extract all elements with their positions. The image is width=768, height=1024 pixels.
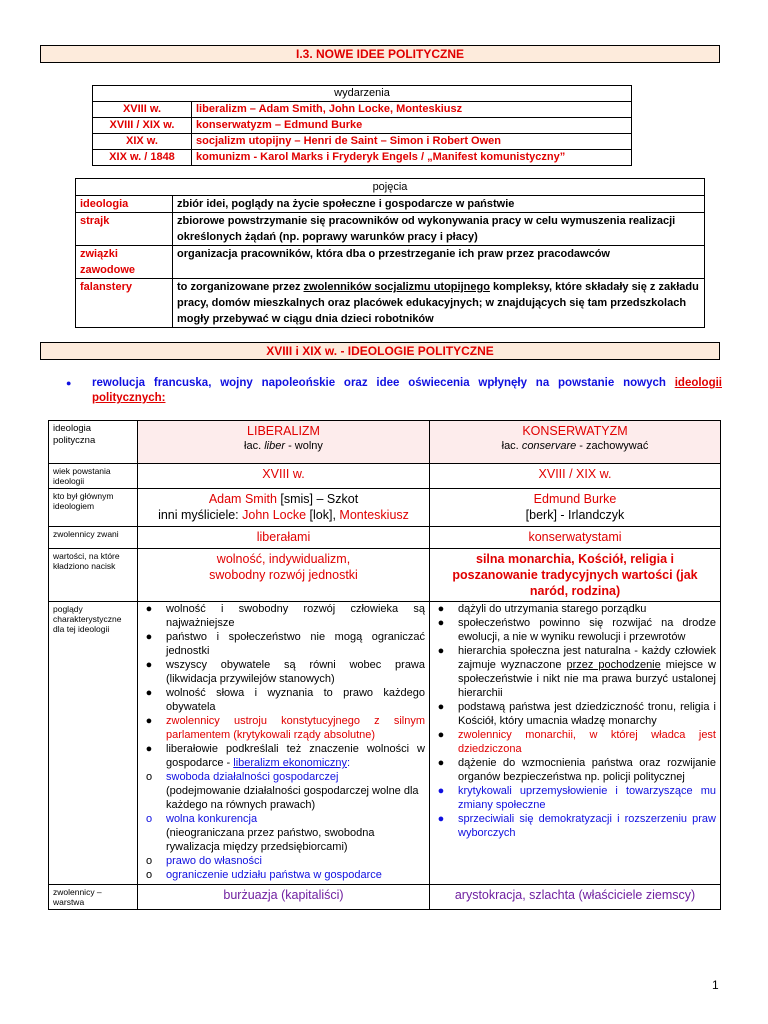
concepts-table	[75, 178, 705, 328]
event-text: liberalizm – Adam Smith, John Locke, Monteskiusz	[192, 102, 632, 118]
table-row	[49, 549, 721, 602]
events-table	[92, 85, 632, 166]
concept-term: strajk	[76, 213, 173, 246]
concepts-header: pojęcia	[76, 179, 705, 196]
definition-underlined: zwolenników socjalizmu utopijnego	[303, 281, 490, 293]
table-row	[93, 150, 632, 166]
event-date: XIX w.	[93, 134, 192, 150]
liberalism-views: ● wolność i swobodny rozwój człowieka są najważniejsze ● państwo i społeczeństwo nie mogą ograniczać jednostki ● wszyscy obywatele są równi wobec prawa (likwidacja przywilejów stanowych) ● wolność słowa i wyznania to prawo każdego obywatela ● zwolennicy ustroju konstytucyjnego z silnym parlamentem (krytykowali rządy absolutne) ● liberałowie podkreślali też znaczenie wolności w gospodarce - liberalizm ekonomiczny: o swoboda działalności gospodarczej (podejmowanie działalności gospodarczej wolne dla każdego na równych prawach) o wolna konkurencja (nieograniczana przez państwo, swobodna rywalizacja między przedsiębiorcami) o prawo do własności o ograniczenie udziału państwa w gospodarce	[138, 602, 430, 885]
events-header: wydarzenia	[93, 86, 632, 102]
liberalism-origin: XVIII w.	[138, 464, 430, 489]
table-row	[49, 421, 721, 464]
event-date: XIX w. / 1848	[93, 150, 192, 166]
table-row	[76, 196, 705, 213]
conservatism-values: silna monarchia, Kościół, religia i poszanowanie tradycyjnych wartości (jak naród, rodzina)	[430, 549, 721, 602]
liberalism-followers: liberałami	[138, 527, 430, 549]
event-text: socjalizm utopijny – Henri de Saint – Simon i Robert Owen	[192, 134, 632, 150]
intro-text: rewolucja francuska, wojny napoleońskie oraz idee oświecenia wpłynęły na powstanie nowych	[92, 377, 675, 389]
conservatism-name: KONSERWATYZM	[522, 424, 628, 438]
table-row	[49, 489, 721, 527]
liberalism-name: LIBERALIZM	[247, 424, 320, 438]
section-title: I.3. NOWE IDEE POLITYCZNE	[40, 45, 720, 63]
definition-text: kompleksy, które składały się z zakładu pracy, domów mieszkalnych oraz placówek edukacyjnych; w znajdujących się tam przedszkolach mogły przebywać w ciągu dnia dzieci robotników	[177, 281, 699, 325]
page-number: 1	[712, 978, 719, 992]
event-date: XVIII / XIX w.	[93, 118, 192, 134]
intro-bullet: ●	[66, 378, 72, 388]
table-row	[76, 179, 705, 196]
event-text: komunizm - Karol Marks i Fryderyk Engels / „Manifest komunistyczny”	[192, 150, 632, 166]
intro-highlight: ideologii politycznych:	[92, 377, 722, 404]
definition-text: to zorganizowane przez	[177, 281, 304, 293]
conservatism-ideologue: Edmund Burke [berk] - Irlandczyk	[430, 489, 721, 527]
concept-definition: zbiór idei, poglądy na życie społeczne i gospodarcze w państwie	[173, 196, 705, 213]
row-label: zwolennicy zwani	[49, 527, 138, 549]
event-text: konserwatyzm – Edmund Burke	[192, 118, 632, 134]
concept-term: ideologia	[76, 196, 173, 213]
concept-term: falanstery	[76, 279, 173, 328]
intro-paragraph	[66, 376, 722, 406]
row-label: wartości, na które kładziono nacisk	[49, 549, 138, 602]
table-row	[76, 246, 705, 279]
liberalism-class: burżuazja (kapitaliści)	[138, 885, 430, 910]
row-label: poglądy charakterystyczne dla tej ideologii	[49, 602, 138, 885]
table-row	[49, 464, 721, 489]
table-row	[93, 134, 632, 150]
table-row	[93, 102, 632, 118]
event-date: XVIII w.	[93, 102, 192, 118]
table-row	[93, 118, 632, 134]
conservatism-followers: konserwatystami	[430, 527, 721, 549]
row-label: kto był głównym ideologiem	[49, 489, 138, 527]
concept-term: związki zawodowe	[76, 246, 173, 279]
conservatism-origin: XVIII / XIX w.	[430, 464, 721, 489]
comparison-table	[48, 420, 721, 910]
concept-definition	[173, 279, 705, 328]
row-label: ideologia polityczna	[49, 421, 138, 464]
liberalism-etymology: łac. liber - wolny	[244, 440, 323, 452]
row-label: wiek powstania ideologii	[49, 464, 138, 489]
table-row	[49, 602, 721, 885]
table-row	[93, 86, 632, 102]
liberalism-ideologue: Adam Smith [smis] – Szkot inni myśliciele: John Locke [lok], Monteskiusz	[138, 489, 430, 527]
concept-definition: zbiorowe powstrzymanie się pracowników od wykonywania pracy w celu wymuszenia realizacji określonych żądań (np. poprawy warunków pracy i płacy)	[173, 213, 705, 246]
concept-definition: organizacja pracowników, która dba o przestrzeganie ich praw przez pracodawców	[173, 246, 705, 279]
conservatism-class: arystokracja, szlachta (właściciele ziemscy)	[430, 885, 721, 910]
table-row	[49, 527, 721, 549]
row-label: zwolennicy – warstwa	[49, 885, 138, 910]
conservatism-etymology: łac. conservare - zachowywać	[501, 440, 649, 452]
conservatism-views: ● dążyli do utrzymania starego porządku ● społeczeństwo powinno się rozwijać na drodze ewolucji, a nie w wyniku rewolucji i przewrotów ● hierarchia społeczna jest naturalna - każdy człowiek zajmuje wyznaczone przez pochodzenie miejsce w społeczeństwie i nikt nie ma prawa burzyć ustalonej hierarchii ● podstawą państwa jest dziedziczność tronu, religia i Kościół, który umacnia władzę monarchy ● zwolennicy monarchii, w której władca jest dziedziczona ● dążenie do wzmocnienia państwa oraz rozwijanie organów bezpieczeństwa np. policji politycznej ● krytykowali uprzemysłowienie i towarzyszące mu zmiany społeczne ● sprzeciwiali się demokratyzacji i rozszerzeniu praw wyborczych	[430, 602, 721, 885]
table-row	[49, 885, 721, 910]
liberalism-values: wolność, indywidualizm, swobodny rozwój jednostki	[138, 549, 430, 602]
section2-title: XVIII i XIX w. - IDEOLOGIE POLITYCZNE	[40, 342, 720, 360]
table-row	[76, 213, 705, 246]
table-row	[76, 279, 705, 328]
conservatism-header	[430, 421, 721, 464]
liberalism-header	[138, 421, 430, 464]
